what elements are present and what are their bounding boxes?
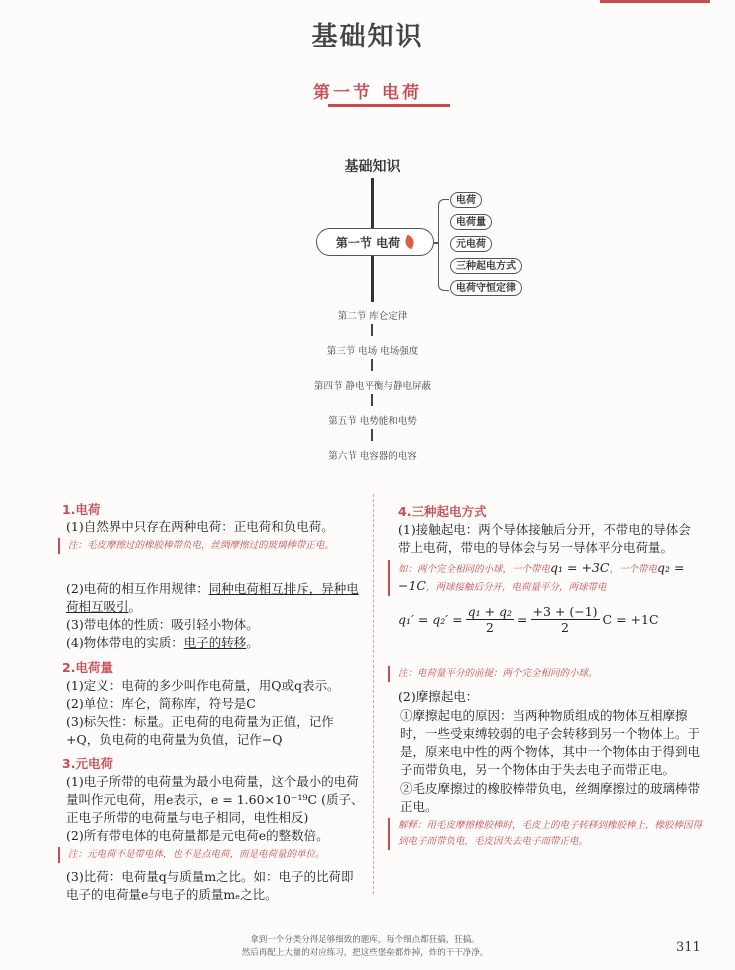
- subtopic-node: 电荷量: [450, 214, 492, 230]
- section-underline: [328, 104, 450, 107]
- heading-elementary-charge: 3.元电荷: [62, 756, 113, 771]
- top-accent-rule: [600, 0, 710, 3]
- denominator: 2: [485, 620, 494, 635]
- text-run: 。: [128, 599, 142, 614]
- other-section-item: 第五节 电势能和电势: [328, 416, 417, 427]
- section-connector: [371, 394, 373, 406]
- heading-electrification: 4.三种起电方式: [398, 504, 487, 519]
- section-connector: [371, 324, 373, 336]
- subtopic-node: 电荷守恒定律: [450, 280, 522, 296]
- numerator: q₁ + q₂: [467, 604, 513, 619]
- numerator: +3 + (−1): [532, 604, 598, 619]
- paragraph: [66, 580, 370, 616]
- other-section-item: 第六节 电容器的电容: [328, 451, 417, 462]
- formula: q₁ = +3C: [550, 560, 610, 575]
- footer-motto: [210, 934, 520, 960]
- footer-line: 拿到一个分类分得足够细致的题库，每个细点都狂搞，狂搞。: [250, 935, 480, 945]
- fraction: [466, 604, 514, 635]
- subtopic-node: 三种起电方式: [450, 258, 522, 274]
- mindmap-connector: [371, 256, 374, 302]
- paragraph: (1)定义：电荷的多少叫作电荷量，用Q或q表示。: [66, 678, 340, 693]
- column-divider: [373, 494, 375, 894]
- formula-rhs: C = +1C: [602, 612, 659, 627]
- text-run: ，两球接触后分开，电荷量平分，两球带电: [426, 582, 607, 593]
- subtopic-node: 电荷: [450, 192, 482, 208]
- text-run: 如：两个完全相同的小球，一个带电: [398, 564, 551, 575]
- charge-sharing-formula: [398, 604, 659, 635]
- heading-charge: 1.电荷: [62, 502, 101, 517]
- heading-quantity: 2.电荷量: [62, 660, 113, 675]
- equals: =: [517, 612, 528, 627]
- note: 注：电荷量平分的前提：两个完全相同的小球。: [388, 666, 708, 682]
- text-run-underlined: 同种电荷相互排斥，异种电荷相互吸引: [66, 581, 359, 614]
- paragraph: (1)接触起电：两个导体接触后分开，不带电的导体会带上电荷，带电的导体会与另一导体平分电荷量。: [398, 522, 691, 555]
- mindmap-current-node: [316, 228, 434, 256]
- paragraph: [66, 634, 366, 652]
- text-run: 。: [246, 635, 259, 650]
- footer-line: 然后再配上大量的对应练习，把这些堡垒都炸掉，炸的干干净净。: [241, 948, 489, 958]
- paragraph: (3)带电体的性质：吸引轻小物体。: [66, 617, 259, 632]
- paragraph: (3)比荷：电荷量q与质量m之比。如：电子的比荷即电子的电荷量e与电子的质量mₑ之比。: [66, 869, 354, 902]
- paragraph: ①摩擦起电的原因：当两种物质组成的物体互相摩擦时，一些受束缚较弱的电子会转移到另一个物体上。于是，原来电中性的两个物体，其中一个物体由于得到电子而带负电，另一个物体由于失去电子而带正电。: [400, 708, 701, 777]
- mindmap-root: 基础知识: [344, 159, 401, 175]
- note: 注：毛皮摩擦过的橡胶棒带负电，丝绸摩擦过的玻璃棒带正电。: [58, 538, 374, 554]
- note-explanation: 解释：用毛皮摩擦橡胶棒时，毛皮上的电子转移到橡胶棒上，橡胶棒因得到电子而带负电，毛皮因失去电子而带正电。: [388, 818, 708, 850]
- paragraph: (2)单位：库仑，简称库，符号是C: [66, 696, 256, 711]
- note: 注：元电荷不是带电体，也不是点电荷，而是电荷量的单位。: [58, 847, 374, 863]
- formula-lhs: q₁′ = q₂′ =: [398, 612, 463, 627]
- page-title: 基础知识: [311, 22, 424, 52]
- formula: q₂ = −1C: [398, 560, 685, 593]
- fraction: [531, 604, 600, 635]
- note-example: [388, 560, 708, 596]
- text-run: ，一个带电: [609, 564, 657, 575]
- section-title: 第一节 电荷: [313, 83, 422, 103]
- paragraph: (2)所有带电体的电荷量都是元电荷e的整数倍。: [66, 828, 329, 843]
- subtopic-node: 元电荷: [450, 236, 492, 252]
- page-number: 311: [676, 940, 701, 955]
- paragraph: ②毛皮摩擦过的橡胶棒带负电，丝绸摩擦过的玻璃棒带正电。: [400, 781, 701, 814]
- subtopic-bracket: [438, 199, 449, 291]
- paragraph: (3)标矢性：标量。正电荷的电荷量为正值，记作+Q，负电荷的电荷量为负值，记作−Q: [66, 714, 334, 747]
- denominator: 2: [561, 620, 569, 635]
- leaf-icon: [403, 235, 416, 249]
- text-run: (2)电荷的相互作用规律：: [66, 581, 209, 596]
- section-connector: [371, 429, 373, 441]
- other-section-item: 第二节 库仑定律: [337, 311, 408, 322]
- text-run: (4)物体带电的实质：: [66, 635, 184, 650]
- other-section-item: 第四节 静电平衡与静电屏蔽: [313, 381, 432, 392]
- current-node-label: 第一节 电荷: [335, 235, 401, 250]
- paragraph: (2)摩擦起电：: [398, 689, 479, 704]
- mindmap-connector: [371, 178, 374, 228]
- text-run-underlined: 电子的转移: [183, 635, 247, 650]
- section-connector: [371, 359, 373, 371]
- paragraph: (1)电子所带的电荷量为最小电荷量，这个最小的电荷量叫作元电荷，用e表示，e = 1.60×10⁻¹⁹C (质子、正电子所带的电荷量与电子相同，电性相反): [66, 774, 364, 825]
- other-section-item: 第三节 电场 电场强度: [326, 346, 419, 357]
- paragraph: (1)自然界中只存在两种电荷：正电荷和负电荷。: [66, 519, 334, 534]
